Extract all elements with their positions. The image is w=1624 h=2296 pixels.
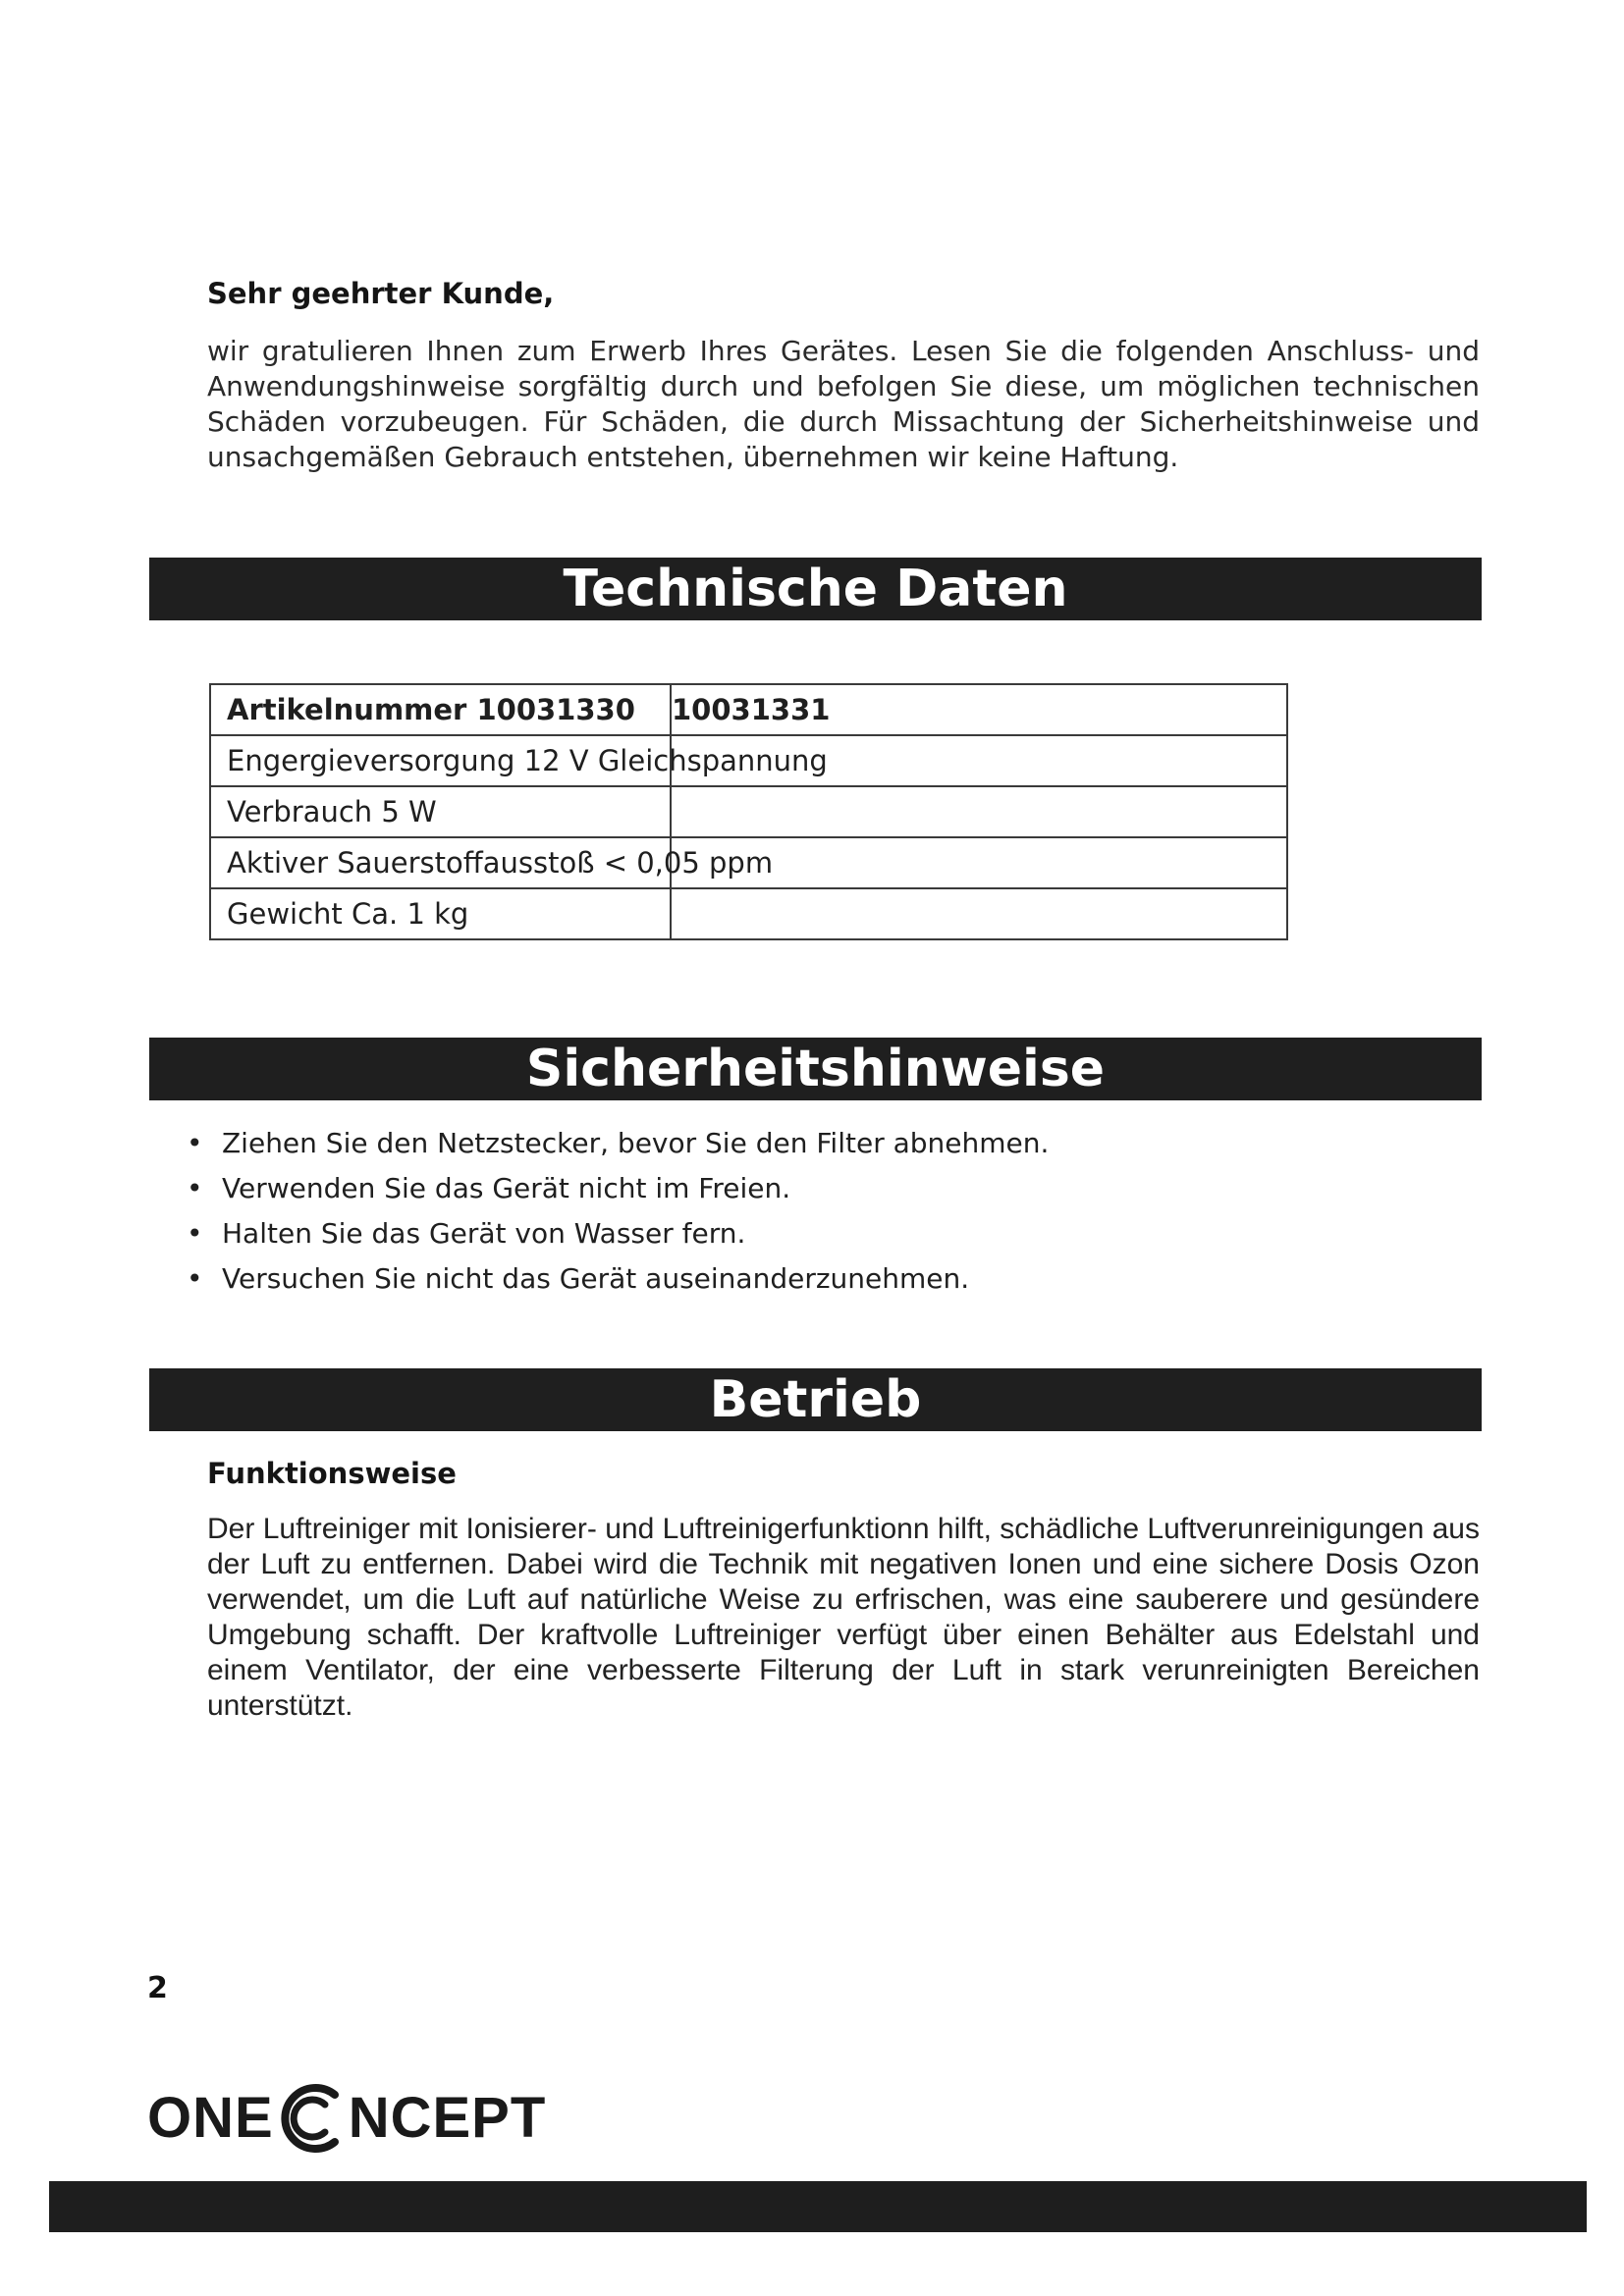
table-cell [671,786,1287,837]
section-title: Technische Daten [563,560,1068,618]
bullet-icon: • [187,1262,203,1295]
section-title: Sicherheitshinweise [525,1040,1106,1098]
spec-table [209,683,1288,940]
section-header-operation [149,1368,1482,1431]
brand-logo [147,2079,546,2158]
logo-text-left: ONE [147,2086,274,2150]
subheading: Funktionsweise [207,1457,457,1490]
intro-paragraph: wir gratulieren Ihnen zum Erwerb Ihres Gerätes. Lesen Sie die folgenden Anschluss- und Anwendungshinweise sorgfältig durch und befolgen Sie diese, um möglichen technischen Schäden vorzubeugen. Für Schäden, die durch Missachtung der Sicherheitshinweise und unsachgemäßen Gebrauch entstehen, übernehmen wir keine Haftung. [207,335,1480,473]
table-cell: Aktiver Sauerstoffausstoß < 0,05 ppm [210,837,671,888]
safety-list [187,1121,1049,1302]
list-item-text: Versuchen Sie nicht das Gerät auseinanderzunehmen. [222,1262,970,1295]
table-cell: 10031331 [671,684,1287,735]
table-cell: Engergieversorgung 12 V Gleichspannung [210,735,671,786]
footer-bar [49,2181,1587,2232]
bullet-icon: • [187,1172,203,1204]
list-item-text: Verwenden Sie das Gerät nicht im Freien. [222,1172,791,1204]
operation-paragraph: Der Luftreiniger mit Ionisierer- und Luftreinigerfunktionn hilft, schädliche Luftverunreinigungen aus der Luft zu entfernen. Dabei wird die Technik mit negativen Ionen und eine sichere Dosis Ozon verwendet, um die Luft auf natürliche Weise zu erfrischen, was eine sauberere und gesündere Umgebung schafft. Der kraftvolle Luftreiniger verfügt über einen Behälter aus Edelstahl und einem Ventilator, der eine verbesserte Filterung der Luft in stark verunreinigten Bereichen unterstützt. [207,1513,1480,1722]
page-number: 2 [147,1971,168,2005]
section-header-technical [149,558,1482,620]
list-item [187,1166,1049,1211]
list-item-text: Ziehen Sie den Netzstecker, bevor Sie den Filter abnehmen. [222,1127,1050,1159]
table-row [210,888,1287,939]
list-item [187,1256,1049,1302]
table-cell: Gewicht Ca. 1 kg [210,888,671,939]
table-row [210,837,1287,888]
table-row [210,735,1287,786]
table-row [210,684,1287,735]
logo-text-right: NCEPT [348,2086,547,2150]
list-item [187,1121,1049,1166]
list-item-text: Halten Sie das Gerät von Wasser fern. [222,1217,746,1250]
table-row [210,786,1287,837]
table-cell: Artikelnummer 10031330 [210,684,671,735]
logo-c-icon [276,2081,351,2156]
bullet-icon: • [187,1217,203,1250]
bullet-icon: • [187,1127,203,1159]
table-cell: Verbrauch 5 W [210,786,671,837]
table-cell [671,888,1287,939]
section-header-safety [149,1038,1482,1100]
list-item [187,1211,1049,1256]
section-title: Betrieb [709,1370,922,1429]
greeting: Sehr geehrter Kunde, [207,277,555,310]
